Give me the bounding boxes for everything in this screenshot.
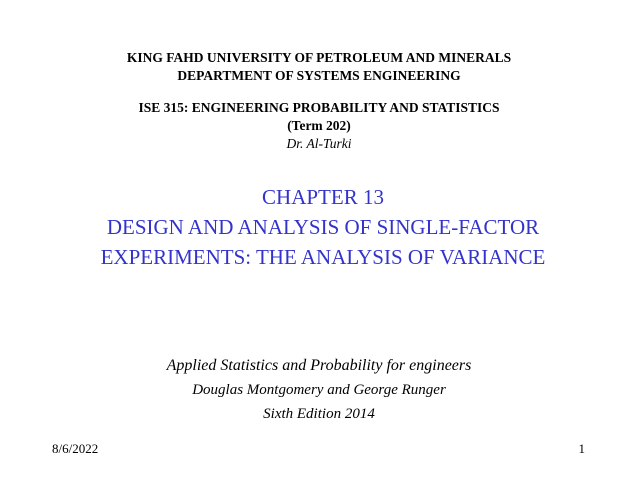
university-name: KING FAHD UNIVERSITY OF PETROLEUM AND MINERALS [126,50,512,65]
chapter-title-line-1: DESIGN AND ANALYSIS OF SINGLE-FACTOR [106,215,540,239]
page-number: 1 [578,441,585,456]
book-authors: Douglas Montgomery and George Runger [192,382,446,398]
department-name: DEPARTMENT OF SYSTEMS ENGINEERING [177,68,461,83]
footer-date: 8/6/2022 [52,441,99,456]
chapter-number: CHAPTER 13 [262,185,384,209]
course-title: ISE 315: ENGINEERING PROBABILITY AND STATISTICS [138,100,500,115]
chapter-title-line-2: EXPERIMENTS: THE ANALYSIS OF VARIANCE [100,245,546,269]
term-label: (Term 202) [287,118,351,133]
book-edition: Sixth Edition 2014 [263,406,375,422]
book-title: Applied Statistics and Probability for engineers [166,357,472,374]
instructor-name: Dr. Al-Turki [286,136,352,151]
